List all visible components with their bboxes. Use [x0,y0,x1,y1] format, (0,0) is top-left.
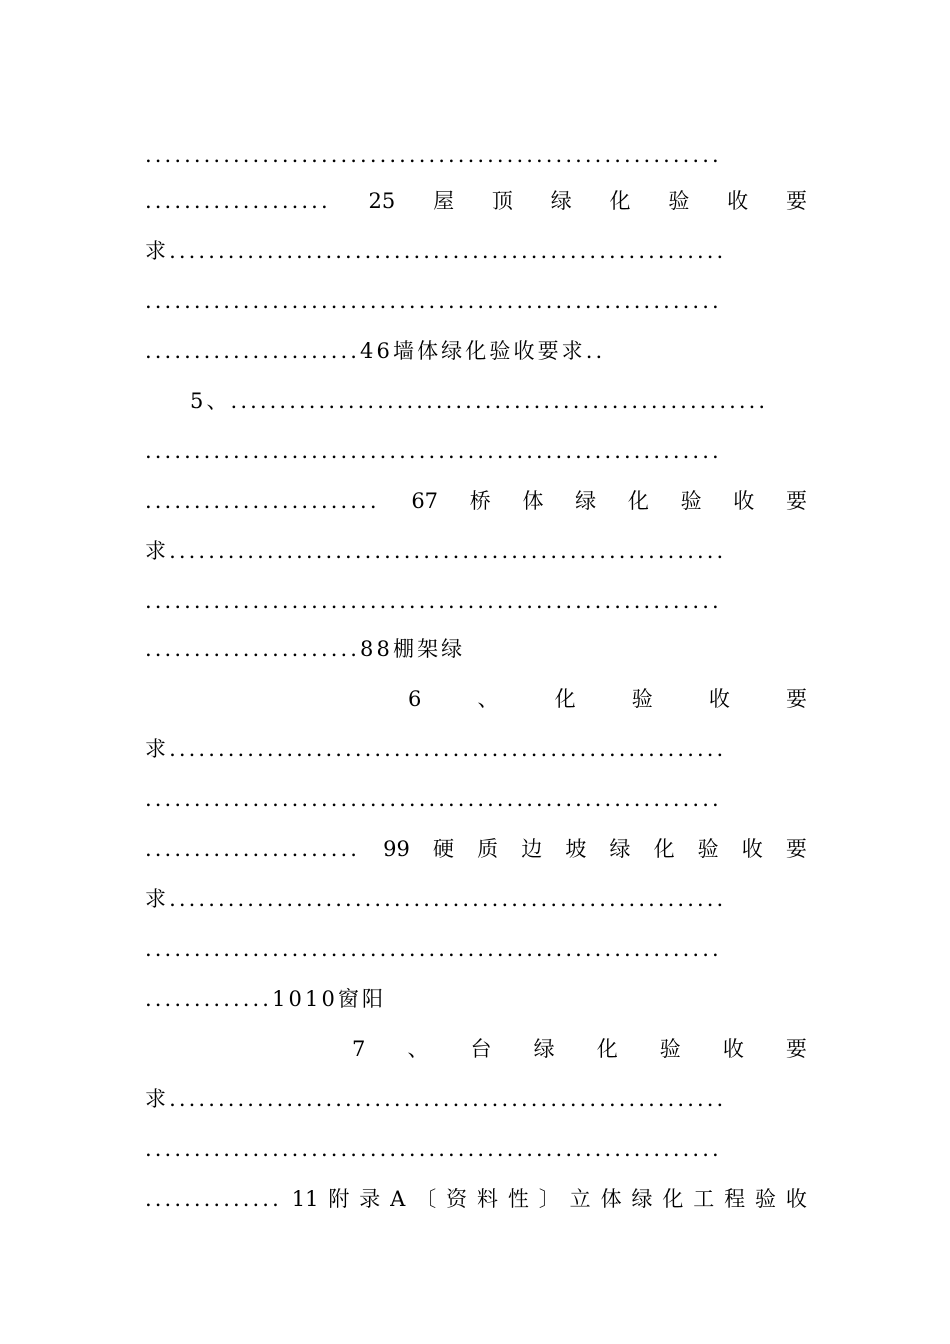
toc-char: 质 [477,837,499,861]
toc-char: 绿 [550,189,572,213]
toc-char: 验 [668,189,690,213]
toc-char: 〔 [415,1187,437,1211]
toc-line-18: .............1010窗阳 [145,987,387,1011]
toc-leader: ...................... [145,837,361,861]
toc-char: 化 [627,489,649,513]
toc-char: 屋 [433,189,455,213]
toc-line-4: ........................................................... [145,289,722,313]
toc-char: 工 [693,1187,715,1211]
toc-char: 要 [785,189,807,213]
toc-char: 收 [785,1187,807,1211]
toc-char: 收 [741,837,763,861]
toc-leader: ........................ [145,489,380,513]
toc-line-12 [408,684,807,714]
toc-line-22 [145,1184,807,1214]
toc-char: 资 [446,1187,468,1211]
toc-char: 、 [477,687,499,711]
toc-char: 收 [708,687,730,711]
toc-page-number: 25 [368,189,396,213]
toc-char: 录 [359,1187,381,1211]
toc-line-14: ........................................................... [145,787,722,811]
toc-line-19 [352,1034,807,1064]
toc-page-number: 67 [411,489,439,513]
toc-char: 料 [477,1187,498,1211]
toc-char: 验 [697,837,719,861]
toc-line-17: ........................................................... [145,937,722,961]
toc-line-8 [145,486,807,516]
toc-char: 程 [724,1187,746,1211]
toc-char: 〕 [538,1187,560,1211]
toc-line-15 [145,834,807,864]
toc-char: 附 [328,1187,350,1211]
toc-char: 绿 [609,837,631,861]
toc-char: 6 [408,687,422,711]
toc-page-number: 11 [291,1187,319,1211]
toc-char: 化 [609,189,631,213]
toc-char: 验 [755,1187,777,1211]
toc-line-13: 求......................................................... [145,737,727,761]
toc-line-21: ........................................................... [145,1137,722,1161]
toc-char: 体 [600,1187,622,1211]
toc-char: 桥 [469,489,491,513]
toc-line-16: 求......................................................... [145,887,727,911]
toc-line-6: 5、....................................................... [190,389,769,413]
toc-char: 化 [554,687,576,711]
toc-char: 要 [785,837,807,861]
toc-char: 硬 [433,837,455,861]
toc-char: 绿 [631,1187,653,1211]
toc-line-5: ......................46墙体绿化验收要求.. [145,339,606,363]
toc-line-10: ........................................................... [145,589,722,613]
toc-leader: ................... [145,189,331,213]
toc-line-7: ........................................................... [145,439,722,463]
toc-char: 体 [522,489,544,513]
toc-char: 台 [470,1037,492,1061]
toc-page-number: 99 [383,837,410,861]
toc-line-9: 求......................................................... [145,539,727,563]
toc-char: A [390,1187,406,1211]
toc-char: 验 [631,687,653,711]
toc-char: 要 [786,687,807,711]
toc-line-20: 求......................................................... [145,1087,727,1111]
toc-char: 坡 [565,837,587,861]
toc-char: 、 [407,1037,429,1061]
toc-char: 收 [722,1037,744,1061]
toc-line-1: ........................................................... [145,143,722,167]
toc-char: 绿 [533,1037,555,1061]
toc-line-3: 求......................................................... [145,239,727,263]
toc-char: 收 [727,189,749,213]
toc-char: 验 [659,1037,681,1061]
toc-char: 性 [507,1187,529,1211]
toc-char: 要 [785,1037,807,1061]
toc-char: 化 [653,837,675,861]
toc-char: 7 [352,1037,366,1061]
toc-char: 边 [521,837,543,861]
toc-char: 要 [785,489,807,513]
toc-line-11: ......................88棚架绿 [145,637,466,661]
toc-char: 顶 [491,189,513,213]
toc-char: 绿 [575,489,597,513]
toc-leader: .............. [145,1187,282,1211]
toc-char: 立 [569,1187,591,1211]
toc-char: 化 [596,1037,618,1061]
toc-char: 验 [680,489,702,513]
toc-char: 化 [662,1187,684,1211]
toc-line-2 [145,186,807,216]
toc-char: 收 [733,489,755,513]
